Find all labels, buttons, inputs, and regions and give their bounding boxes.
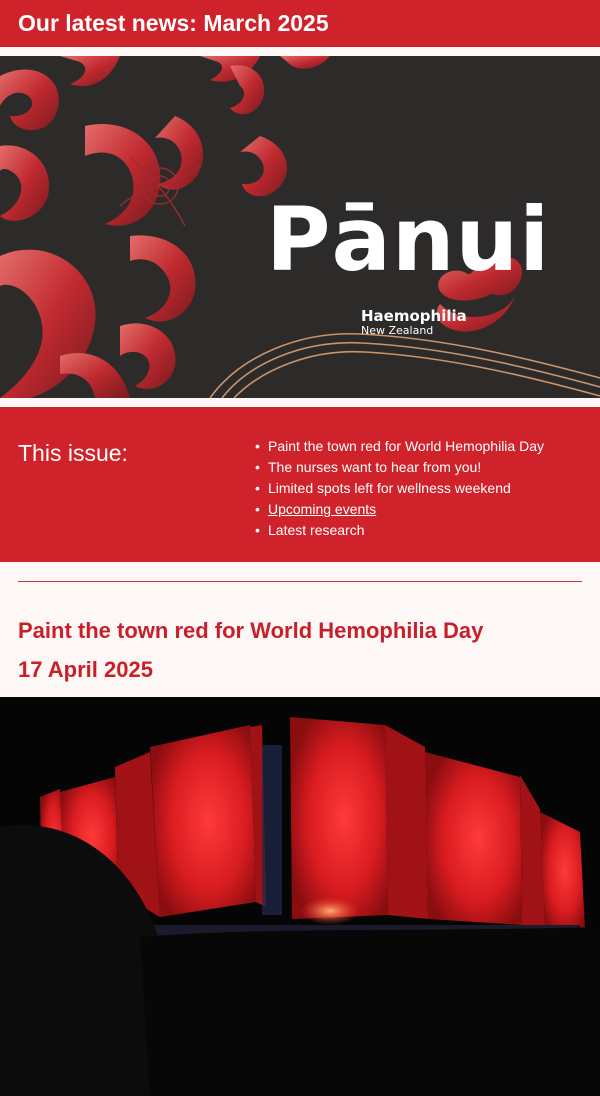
issue-item[interactable] [255,500,544,521]
org-name-line2: New Zealand [361,324,434,337]
issue-item: • The nurses want to hear from you! [255,458,544,479]
newsletter-title: Our latest news: March 2025 [18,10,329,36]
article-date: 17 April 2025 [18,657,153,682]
hero-banner [0,56,600,398]
issue-item: • Limited spots left for wellness weekend [255,479,544,500]
issue-label: This issue: [18,440,128,466]
article-headline: Paint the town red for World Hemophilia Day [18,618,484,643]
issue-list [255,437,544,542]
header-bar [0,0,600,47]
section-divider [18,581,582,582]
issue-item: • Latest research [255,521,544,542]
upcoming-events-link[interactable]: Upcoming events [268,501,377,517]
panui-wordmark: Pānui [266,188,551,291]
issue-item: • Paint the town red for World Hemophilia Day [255,437,544,458]
issue-contents-panel [0,407,600,562]
org-name-line1: Haemophilia [361,307,467,325]
building-lit-red-photo [0,697,600,1096]
